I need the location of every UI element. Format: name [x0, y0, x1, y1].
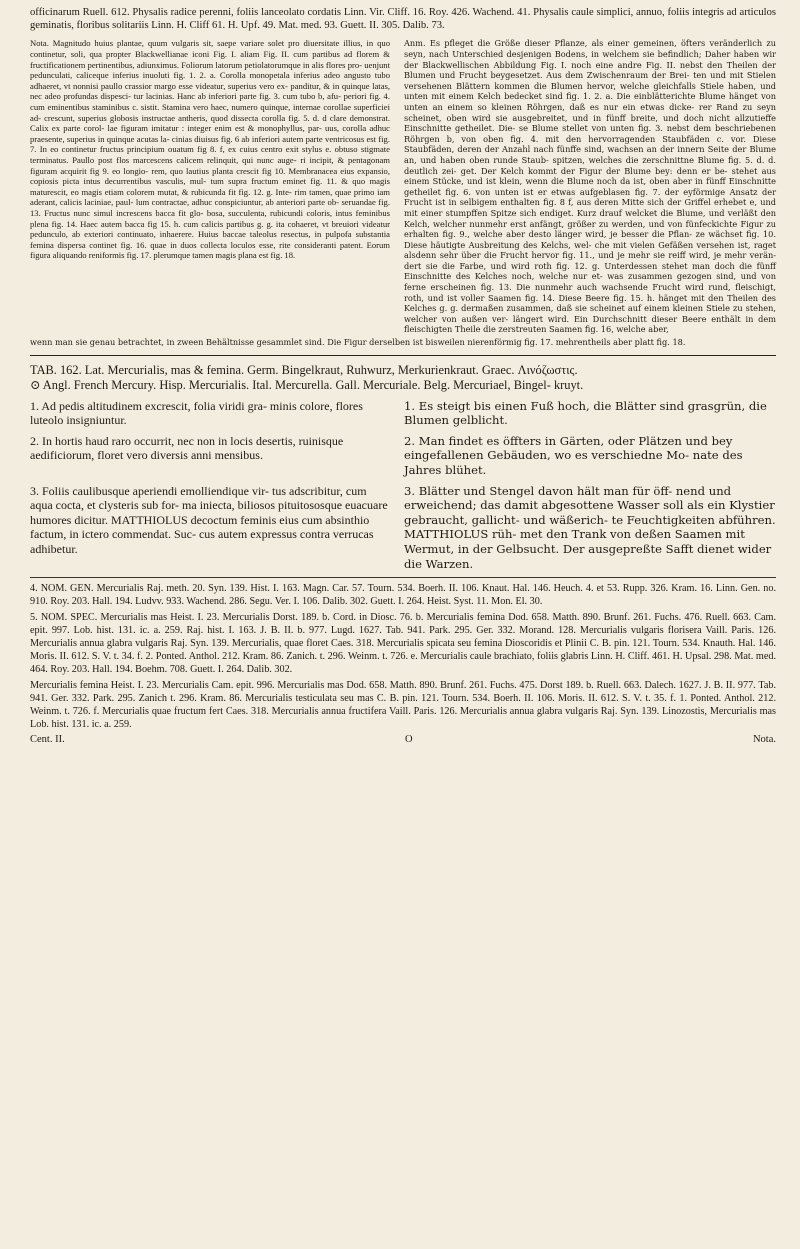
item-1-german: 1. Es steigt bis einen Fuß hoch, die Blätter sind grasgrün, die Blumen gelblicht.: [404, 398, 767, 428]
catchword-left: Cent. II.: [30, 734, 65, 746]
item-1-latin: 1. Ad pedis altitudinem excrescit, folia viridi gra- minis colore, flores luteolo insigniuntur.: [30, 398, 363, 428]
item-3-latin: 3. Foliis caulibusque aperiendi emolliendique vir- tus adscribitur, cum aqua cocta, et clysteris sub for- ma iniecta, biliosos pituitososque euacuare humores dicitur. MATTHIOLUS decoctum feminis eius cum absinthio factum, in ictero commendat. Suc- cus autem expressus contra verrucas adhibetur.: [30, 483, 388, 556]
item-3: [30, 484, 776, 572]
signature-mark: O: [405, 734, 413, 746]
nota-latin: Nota. Magnitudo huius plantae, quum vulgaris sit, saepe variare solet pro diuersitate illius, in quo continetur, soli, qua propter Blackwellianae iconi Fig. I. aliam Fig. II. cum partibus ad florem & fructificationem pertinentibus, adiunximus. Foliorum latorum petiolatorumque in alis flores pro- uenjunt pedunculati, caliceque inferius inuoluti fig. 1. 2. a. Corolla monopetala inferius adeo angusto tubo adhaeret, vt nonnisi paullo crassior margo esse videatur, superius vero ex- panditur, & in quinque latas, nec adeo profundas dispesci- tur lacinias. Hanc ab inferiori parte fig. 3. cum tubo b, afu- periori fig. 4. cum eminentibus staminibus c. sistit. Stamina vero haec, numero quinque, internae corollae superficiei ad- crescunt, superius globosis instructae antheris, quod dissecta corolla fig. 5. d. d clare demonstrat. Calix ex parte corol- lae figuram imitatur : integer enim est & monophyllus, par- uus, corolla adhuc praesente, superius in quinque acutas la- cinias diuisus fig. 6 ab inferiori autem parte ventricosus est fig. 7. In eo continetur fructus principium ouatum fig 8. f, ex cuius centro exit stylus e. obtuso stigmate terminatus. Paullo post flos marcescens calicem relinquit, qui nunc auge- ri incipit, & pentagonam figuram acquirit fig 9. eo longio- rem, quo lautius planta crescit fig 10. Membranacea eius expansio, copiosis picta intus decurrentibus vasculis, mul- tum supra fructum eminet fig. 11. & quo magis maturescit, eo magis etiam colorem mutat, & rubicunda fit fig. 12. g. Inte- rim tamen, quae primo iam aderant, calicis laciniae, paul- lum contractae, adhuc conspiciuntur, ab anteriori parte ob- seruandae fig. 13. Fructus nunc simul increscens bacca fit glo- bosa, succulenta, rubicundi coloris, intus feminibus plena fig. 14. Haec autem bacca fig 15. h. cum calicis partibus g. g. ita cohaeret, vt breuiori videatur pedunculo, ab exteriori continuato, inhaerere. Huius baccae taleolus resectus, in pulpofa substantia femina dispersa continet fig. 16. quae in duos collecta loculos esse, rite consideranti patent. Eorum figura aliquando reniformis fig. 17. plerumque tamen magis plana est fig. 18.: [30, 38, 390, 261]
item-2-german: 2. Man findet es öffters in Gärten, oder Plätzen und bey eingefallenen Gebäuden, wo es verschiedne Mo- nate des Jahres blühet.: [404, 433, 743, 477]
anmerkung-continuation: wenn man sie genau betrachtet, in zween Behältnisse gesammlet sind. Die Figur derselben ist bisweilen nierenförmig fig. 17. mehrentheils aber platt fig. 18.: [30, 337, 686, 348]
nota-columns: [30, 38, 776, 335]
item-2-latin: 2. In hortis haud raro occurrit, nec non in locis desertis, ruinisque aedificiorum, floret vero diversis anni mensibus.: [30, 433, 344, 463]
nom-gen-references: 4. NOM. GEN. Mercurialis Raj. meth. 20. Syn. 139. Hist. I. 163. Magn. Car. 57. Tourn. 534. Boerh. II. 106. Knaut. Hal. 146. Heuch. 4. et 53. Rupp. 326. Kram. 16. Linn. Gen. no. 910. Roy. 203. Hall. 194. Ludvv. 933. Wachend. 286. Segu. Ver. I. 106. Dalib. 302. Guett. I. 264. Heist. Syst. 11. Mon. El. 30.: [30, 583, 776, 608]
nom-spec-references: 5. NOM. SPEC. Mercurialis mas Heist. I. 23. Mercurialis Dorst. 189. b. Cord. in Diosc. 76. b. Mercurialis femina Dod. 658. Matth. 890. Brunf. 261. Fuchs. 476. Ruell. 663. Cam. epit. 997. Lob. hist. 131. ic. a. 259. Raj. hist. I. 163. J. B. II. b. 977. Lugd. 1627. Tab. 941. Park. 295. Ger. 332. Morand. 128. Mercurialis vulgaris florisera Vaill. Paris. 126. Mercurialis annua glabra vulgaris Raj. Syn. 139. Mercurialis, quae floret Caes. 318. Mercurialis spicata seu femina Dioscoridis et Plinii C. B. pin. 121. Tourn. 534. Knauth. Hal. 146. Moris. II. 612. S. V. t. 34. f. 2. Ponted. Anthol. 212. Kram. 86. Zanich. t. 296. Weinm. t. 726. e. Mercurialis caule brachiato, foliis glabris Linn. H. Cliff. 461. H. Upsal. 298. Mat. med. 464. Roy. 203. Hall. 194. Boehm. 708. Guett. I. 264. Dalib. 302.: [30, 612, 776, 676]
section-divider: [30, 355, 776, 356]
tab162-heading-line1: TAB. 162. Lat. Mercurialis, mas & femina. Germ. Bingelkraut, Ruhwurz, Merkurienkraut. Graec. Λινόζωστις.: [30, 362, 578, 377]
top-paragraph: officinarum Ruell. 612. Physalis radice perenni, foliis lanceolato cordatis Linn. Vir. Cliff. 16. Roy. 426. Wachend. 41. Physalis caule simplici, annuo, foliis integris ad articulos geminatis, floribus solitariis Linn. H. Cliff 61. H. Upf. 49. Mat. med. 93. Guett. II. 305. Dalib. 73.: [30, 7, 776, 32]
catchword-right: Nota.: [752, 734, 776, 746]
page-footer: [30, 733, 776, 746]
item-2: [30, 434, 776, 478]
book-page: [30, 6, 776, 746]
tab162-heading-line2: ⊙ Angl. French Mercury. Hisp. Mercurialis. Ital. Mercurella. Gall. Mercuriale. Belg. Mercuriael, Bingel- kruyt.: [30, 377, 584, 392]
femina-references: Mercurialis femina Heist. I. 23. Mercurialis Cam. epit. 996. Mercurialis mas Dod. 658. Matth. 890. Brunf. 261. Fuchs. 475. Dorst 189. b. Ruell. 663. Dalech. 1627. J. B. II. 977. Tab. 941. Ger. 332. Park. 295. Zanich t. 296. Kram. 86. Mercurialis testiculata seu mas C. B. pin. 121. Tourn. 534. Boerh. II. 106. Moris. II. 612. S. V. t. 35. f. 1. Ponted. Anthol. 212. Weinm. t. 726. f. Mercurialis quae fructum fert Caes. 318. Mercurialis annua fructifera Vaill. Paris. 126. Mercurialis annua glabra vulgaris Raj. Syn. 139. Linozostis, Mercurialis mas Lob. hist. 131. ic. a. 259.: [30, 680, 776, 731]
item-3-german: 3. Blätter und Stengel davon hält man für öff- nend und erweichend; das damit abgesottene Wasser soll als ein Klystier gebraucht, gallicht- und wäßerich- te Feuchtigkeiten abführen. MATTHIOLUS rüh- met den Trank von deßen Saamen mit Wermut, in der Gelbsucht. Der ausgepreßte Safft dienet wider die Warzen.: [404, 483, 776, 571]
references-divider: [30, 577, 776, 578]
item-1: [30, 399, 776, 428]
anmerkung-german: Anm. Es pfleget die Größe dieser Pflanze, als einer gemeinen, öfters veränderlich zu seyn, nach Unterschied desjenigen Bodens, in welchem sie befindlich; Daher haben wir der Blackwellischen Abbildung Fig. I. noch eine andre Fig. II. nebst den Theilen der Blumen und Frucht beygesetzet. Aus dem Zwischenraum der Brei- ten und mit Stielen versehenen Blättern kommen die Blumen hervor, welche gleichfalls Stiele haben, und unten mit einem Kelch bedecket sind fig. 1. 2. a. Die einblätterichte Blume hänget von unten an einem so kleinen Röhrgen, daß es nur ein etwas dicke- rer Rand zu seyn scheinet, oben wird sie ausgebreitet, und in fünff breite, und doch nicht allzutieffe Einschnitte getheilet. Die- se Blume stellet von unten fig. 3. nebst dem beschriebenen Röhrgen b, von oben fig. 4. mit den hervorragenden Staubfäden c. vor. Diese Staubfäden, deren der Anzahl nach fünffe sind, wachsen an der innern Seite der Blume an, und haben oben runde Staub- spitzen, welches die zerschnittne Blume fig. 5. d. d. deutlich zei- get. Der Kelch kommt der Figur der Blume bey: denn er be- stehet aus einem Stücke, und ist klein, wenn die Blume noch da ist, oben aber in fünff Einschnitte getheilet fig. 6. von unten ist er etwas aufgeblasen fig. 7. der eyförmige Ansatz der Frucht ist in selbigem enthalten fig. 8 f, aus deren Mitte sich der Griffel erhebet e, und mit einer stumpffen Spitze sich endiget. Kurz drauf welcket die Blume, und verläßt den Kelch, welcher nunmehr erst anfängt, größer zu werden, und von fünfeckichte Figur zu erhalten fig. 9., welche aber desto länger wird, je besser die Pflan- ze wächset fig. 10. Diese häutigte Ausbreitung des Kelchs, wel- che mit vielen Gefäßen versehen ist, raget alsdenn sehr über die Frucht hervor fig. 11., und je mehr sie reiff wird, je mehr verän- dert sie die Farbe, und wird roth fig. 12. g. Unterdessen stehet man doch die fünff Einschnitte des Kelches noch, welche nur et- was zusammen gezogen sind, und von ferne erscheinen fig. 13. Die nunmehr auch wachsende Frucht wird rund, fleischigt, roth, und ist voller Saamen fig. 14. Diese Beere fig. 15. h. hänget mit den Theilen des Kelches g. g. dermaßen zusammen, daß sie scheinet auf einem kleinen Stiele zu stehen, welcher von außen ver- längert wird. Ein Durchschnitt dieser Beere enthält in dem fleischigten Theile die zerstreuten Saamen fig. 16, welche aber,: [404, 38, 776, 335]
